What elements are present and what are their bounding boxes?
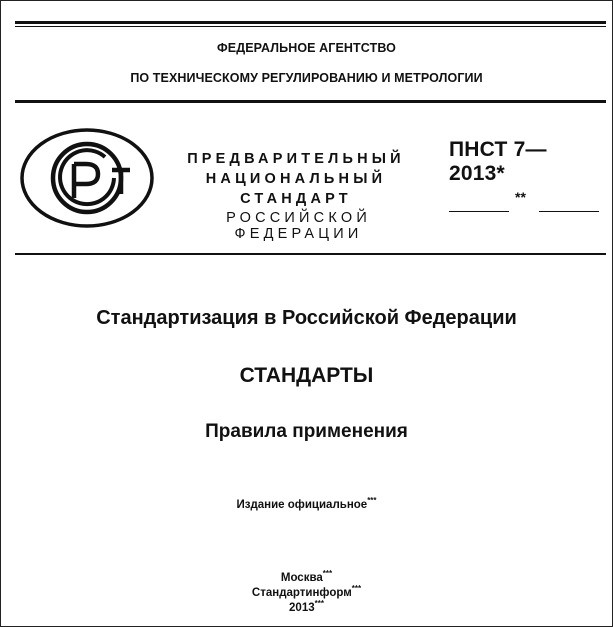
edition-label: Издание официальное	[236, 499, 368, 511]
top-thick-rule	[15, 21, 606, 24]
designation-footnote-mark: **	[515, 189, 526, 205]
header-divider-rule	[15, 100, 606, 103]
document-subject-title: СТАНДАРТЫ	[239, 364, 374, 387]
rst-logo-icon	[18, 126, 156, 230]
imprint-year	[1, 599, 612, 614]
imprint-publisher-mark: ***	[351, 584, 362, 593]
designation-blank-left	[449, 211, 509, 212]
edition-notice	[1, 496, 612, 511]
imprint-city-name: Москва	[280, 572, 323, 584]
imprint-city	[1, 569, 612, 584]
edition-footnote-mark: ***	[367, 496, 377, 505]
standard-type-line4: РОССИЙСКОЙ ФЕДЕРАЦИИ	[226, 210, 371, 242]
imprint-publisher	[1, 584, 612, 599]
imprint-year-value: 2013	[289, 602, 315, 614]
standard-code-line2: 2013*	[449, 162, 505, 185]
imprint-year-mark: ***	[314, 599, 324, 608]
imprint-publisher-name: Стандартинформ	[251, 587, 352, 599]
standard-type-line1: ПРЕДВАРИТЕЛЬНЫЙ	[187, 151, 405, 167]
agency-name-line1: ФЕДЕРАЛЬНОЕ АГЕНТСТВО	[217, 41, 396, 55]
top-thin-rule	[15, 26, 606, 27]
document-subtitle: Правила применения	[205, 421, 408, 442]
standard-type-line3: СТАНДАРТ	[240, 191, 352, 207]
document-main-title: Стандартизация в Российской Федерации	[96, 307, 517, 329]
standard-code-line1: ПНСТ 7—	[449, 138, 547, 161]
agency-name-line2: ПО ТЕХНИЧЕСКОМУ РЕГУЛИРОВАНИЮ И МЕТРОЛОГИИ	[130, 71, 483, 85]
logo-divider-rule	[15, 253, 606, 255]
designation-blank-right	[539, 211, 599, 212]
standard-type-line2: НАЦИОНАЛЬНЫЙ	[205, 171, 387, 187]
imprint-city-mark: ***	[322, 569, 333, 578]
